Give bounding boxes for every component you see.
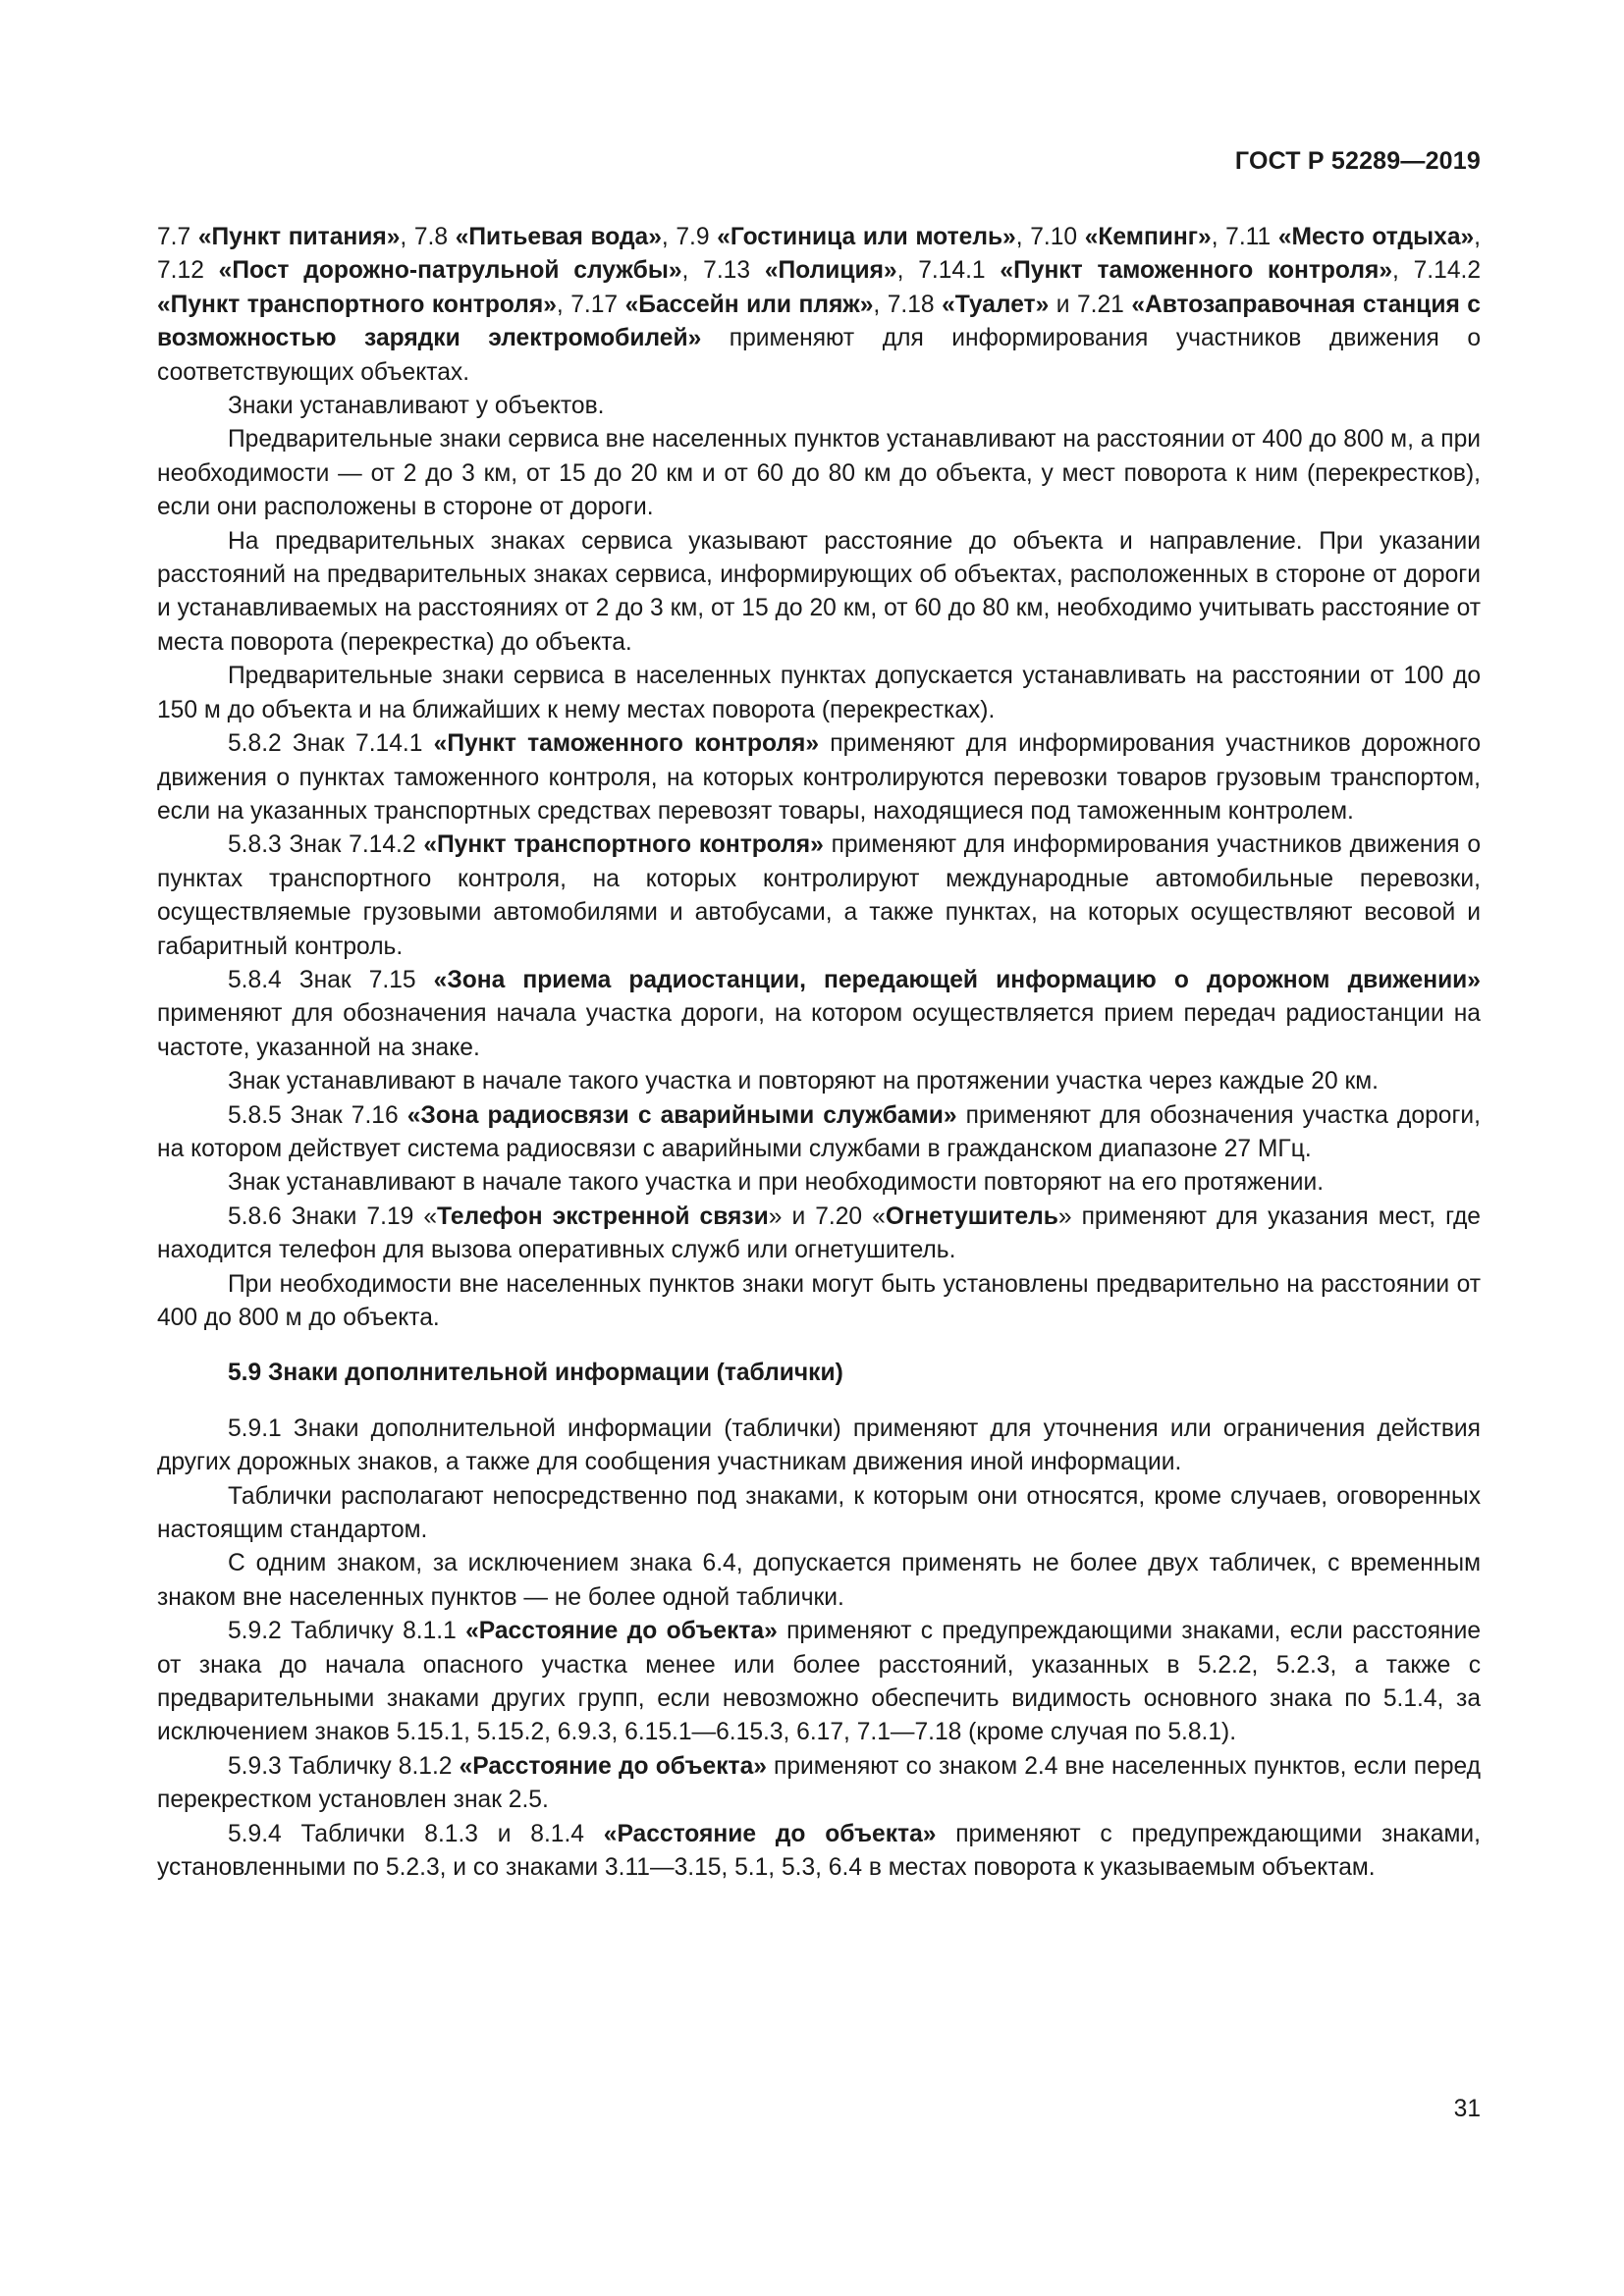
text-run: , 7.10 xyxy=(1015,224,1085,250)
paragraph xyxy=(157,423,1481,524)
text-run: , 7.8 xyxy=(400,224,456,250)
text-run: 5.9.1 Знаки дополнительной информации (таблички) применяют для уточнения или ограничения действия других дорожных знаков, а также для сообщения участникам движения иной информации. xyxy=(157,1415,1481,1476)
paragraph xyxy=(157,828,1481,964)
paragraph xyxy=(157,1268,1481,1336)
bold-text-run: «Пункт транспортного контроля» xyxy=(423,831,824,859)
text-run: применяют для информирования участников движения о соответствующих объектах. xyxy=(157,325,1481,386)
paragraph xyxy=(157,1547,1481,1615)
text-run: применяют для информирования участников дорожного движения о пунктах таможенного контроля, на которых контролируются перевозки товаров грузовым транспортом, если на указанных транспортных средствах перевозят товары, находящиеся под таможенным контролем. xyxy=(157,730,1482,825)
text-run: применяют со знаком 2.4 вне населенных пунктов, если перед перекрестком установлен знак 2.5. xyxy=(157,1752,1481,1814)
paragraph xyxy=(157,727,1481,828)
text-run: , 7.17 xyxy=(556,291,625,318)
paragraph xyxy=(157,390,1481,423)
bold-text-run: Огнетушитель xyxy=(885,1202,1058,1230)
text-run: Знаки устанавливают у объектов. xyxy=(228,393,605,420)
text-run: 5.9.2 Табличку 8.1.1 xyxy=(228,1618,466,1645)
bold-text-run: «Автозаправочная станция с возможностью зарядки электромобилей» xyxy=(157,291,1481,352)
bold-text-run: «Туалет» xyxy=(942,291,1050,318)
paragraph xyxy=(157,660,1481,727)
bold-text-run: «Полиция» xyxy=(764,257,897,285)
bold-text-run: «Пост дорожно-патрульной службы» xyxy=(218,257,682,285)
paragraphs-block-2 xyxy=(157,1413,1481,1886)
bold-text-run: «Расстояние до объекта» xyxy=(603,1820,937,1847)
bold-text-run: «Питьевая вода» xyxy=(455,224,662,250)
text-run: Предварительные знаки сервиса вне населенных пунктов устанавливают на расстоянии от 400 до 800 м, а при необходимости — от 2 до 3 км, от 15 до 20 км и от 60 до 80 км до объекта, у мест поворота к ним (перекрестков), если они расположены в стороне от дороги. xyxy=(157,426,1481,521)
document-body xyxy=(157,221,1481,1886)
bold-text-run: «Пункт таможенного контроля» xyxy=(433,730,820,758)
text-run: 5.9.4 Таблички 8.1.3 и 8.1.4 xyxy=(228,1820,604,1847)
bold-text-run: «Место отдыха» xyxy=(1277,224,1475,250)
bold-text-run: «Расстояние до объекта» xyxy=(459,1752,767,1780)
text-run: , 7.14.2 xyxy=(1392,257,1482,285)
text-run: 5.8.5 Знак 7.16 xyxy=(228,1101,407,1129)
bold-text-run: «Пункт таможенного контроля» xyxy=(1000,257,1392,285)
paragraphs-block xyxy=(157,221,1481,1335)
bold-text-run: «Бассейн или пляж» xyxy=(624,291,874,318)
text-run: Знак устанавливают в начале такого участка и повторяют на протяжении участка через каждые 20 км. xyxy=(228,1068,1379,1095)
text-run: При необходимости вне населенных пунктов знаки могут быть установлены предварительно на расстоянии от 400 до 800 м до объекта. xyxy=(157,1270,1481,1331)
text-run: На предварительных знаках сервиса указывают расстояние до объекта и направление. При указании расстояний на предварительных знаках сервиса, информирующих об объектах, расположенных в стороне от дороги и устанавливаемых на расстояниях от 2 до 3 км, от 15 до 20 км, от 60 до 80 км, необходимо учитывать расстояние от места поворота (перекрестка) до объекта. xyxy=(157,527,1481,656)
text-run: Таблички располагают непосредственно под знаками, к которым они относятся, кроме случаев, оговоренных настоящим стандартом. xyxy=(157,1482,1481,1544)
section-heading: 5.9 Знаки дополнительной информации (таблички) xyxy=(228,1360,843,1387)
text-run: 7.7 xyxy=(157,224,198,250)
paragraph xyxy=(157,1615,1481,1750)
paragraph xyxy=(157,525,1481,661)
text-run: 5.8.3 Знак 7.14.2 xyxy=(228,831,424,859)
paragraph xyxy=(157,1750,1481,1818)
text-run: , 7.11 xyxy=(1211,224,1278,250)
bold-text-run: «Расстояние до объекта» xyxy=(465,1618,778,1645)
text-run: , 7.9 xyxy=(661,224,718,250)
paragraph xyxy=(157,1413,1481,1480)
text-run: 5.8.6 Знаки 7.19 « xyxy=(228,1202,438,1230)
paragraph xyxy=(157,1480,1481,1548)
bold-text-run: «Гостиница или мотель» xyxy=(717,224,1016,250)
text-run: применяют для обозначения участка дороги, на котором действует система радиосвязи с аварийными службами в гражданском диапазоне 27 МГц. xyxy=(157,1101,1481,1162)
text-run: » и 7.20 « xyxy=(768,1202,886,1230)
text-run: » применяют для указания мест, где находится телефон для вызова оперативных служб или огнетушитель. xyxy=(157,1202,1481,1264)
bold-text-run: «Зона радиосвязи с аварийными службами» xyxy=(406,1101,957,1129)
text-run: Предварительные знаки сервиса в населенных пунктах допускается устанавливать на расстоянии от 100 до 150 м до объекта и на ближайших к нему местах поворота (перекрестках). xyxy=(157,663,1481,723)
text-run: 5.8.2 Знак 7.14.1 xyxy=(228,730,434,758)
paragraph xyxy=(157,1201,1481,1268)
paragraph xyxy=(157,1065,1481,1098)
text-run: , 7.18 xyxy=(873,291,943,318)
bold-text-run: «Кемпинг» xyxy=(1084,224,1212,250)
text-run: 5.9.3 Табличку 8.1.2 xyxy=(228,1752,460,1780)
paragraph xyxy=(157,1166,1481,1200)
paragraph xyxy=(157,1099,1481,1167)
page-number: 31 xyxy=(1453,2096,1481,2122)
bold-text-run: Телефон экстренной связи xyxy=(437,1202,769,1230)
text-run: С одним знаком, за исключением знака 6.4, допускается применять не более двух табличек, с временным знаком вне населенных пунктов — не более одной таблички. xyxy=(157,1550,1481,1611)
text-run: применяют для информирования участников движения о пунктах транспортного контроля, на которых контролируют международные автомобильные перевозки, осуществляемые грузовыми автомобилями и автобусами, а также пунктах, на которых осуществляют весовой и габаритный контроль. xyxy=(157,831,1482,960)
bold-text-run: «Пункт питания» xyxy=(197,224,401,250)
document-id-header: ГОСТ Р 52289—2019 xyxy=(1234,147,1481,175)
text-run: , 7.12 xyxy=(157,224,1482,285)
text-run: Знак устанавливают в начале такого участка и при необходимости повторяют на его протяжении. xyxy=(228,1169,1325,1197)
text-run: и 7.21 xyxy=(1049,291,1132,318)
text-run: применяют с предупреждающими знаками, если расстояние от знака до начала опасного участка менее или более расстояний, указанных в 5.2.2, 5.2.3, а также с предварительными знаками других групп, если невозможно обеспечить видимость основного знака по 5.1.4, за исключением знаков 5.15.1, 5.15.2, 6.9.3, 6.15.1—6.15.3, 6.17, 7.1—7.18 (кроме случая по 5.8.1). xyxy=(157,1618,1482,1746)
paragraph xyxy=(157,964,1481,1065)
paragraph xyxy=(157,1818,1481,1886)
text-run: применяют с предупреждающими знаками, установленными по 5.2.3, и со знаками 3.11—3.15, 5.1, 5.3, 6.4 в местах поворота к указываемым объектам. xyxy=(157,1820,1481,1882)
text-run: , 7.14.1 xyxy=(896,257,1001,285)
text-run: , 7.13 xyxy=(681,257,765,285)
paragraph xyxy=(157,221,1481,390)
text-run: применяют для обозначения начала участка дороги, на котором осуществляется прием передач радиостанции на частоте, указанной на знаке. xyxy=(157,1000,1481,1061)
text-run: 5.8.4 Знак 7.15 xyxy=(228,966,434,993)
bold-text-run: «Зона приема радиостанции, передающей информацию о дорожном движении» xyxy=(433,966,1481,993)
bold-text-run: «Пункт транспортного контроля» xyxy=(157,291,557,318)
